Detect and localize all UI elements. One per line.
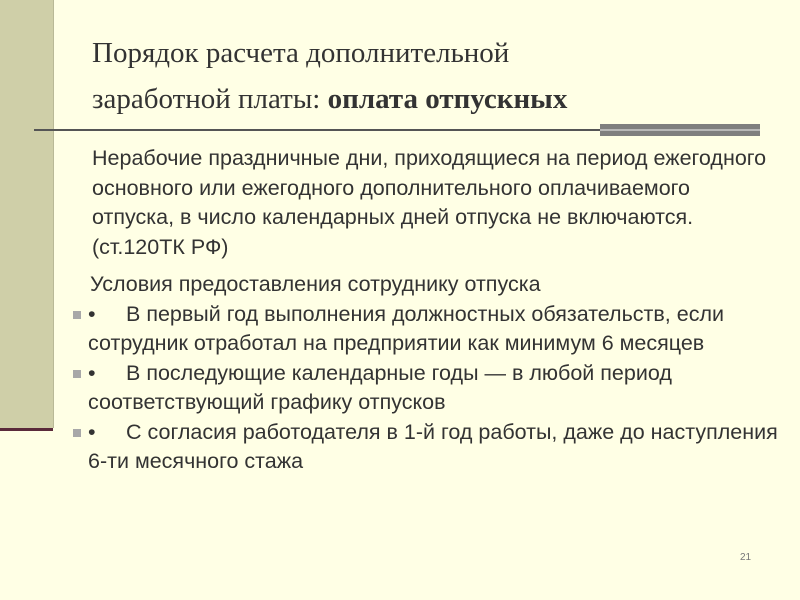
- bullet-marker: •: [88, 301, 96, 326]
- page-number: 21: [740, 552, 752, 563]
- square-bullet-icon: [73, 370, 81, 378]
- list-item: [88, 359, 778, 418]
- slide-title: [92, 30, 772, 122]
- side-decoration-band: [0, 0, 54, 428]
- intro-paragraph: Нерабочие праздничные дни, приходящиеся на период ежегодного основного или ежегодного дополнительного оплачиваемого отпуска, в число календарных дней отпуска не включаются. (ст.120ТК РФ): [92, 146, 767, 259]
- conditions-subheading: Условия предоставления сотруднику отпуска: [90, 272, 541, 296]
- bullet-text: В первый год выполнения должностных обязательств, если сотрудник отработал на предприятии как минимум 6 месяцев: [88, 301, 725, 355]
- square-bullet-icon: [73, 311, 81, 319]
- list-item: [88, 418, 778, 477]
- title-line-2: [92, 76, 772, 122]
- side-accent-line: [0, 428, 53, 431]
- bullet-text: В последующие календарные годы — в любой период соответствующий графику отпусков: [88, 360, 672, 414]
- bullet-text: С согласия работодателя в 1-й год работы, даже до наступления 6-ти месячного стажа: [88, 419, 778, 473]
- list-item: [88, 300, 778, 359]
- title-line-1: Порядок расчета дополнительной: [92, 37, 510, 69]
- slide-body: [88, 144, 778, 477]
- square-bullet-icon: [73, 429, 81, 437]
- bullet-marker: •: [88, 360, 96, 385]
- title-divider-accent: [600, 124, 760, 136]
- title-line-2-bold: оплата отпускных: [327, 83, 568, 115]
- title-line-2-prefix: заработной платы:: [92, 83, 328, 115]
- bullet-marker: •: [88, 419, 96, 444]
